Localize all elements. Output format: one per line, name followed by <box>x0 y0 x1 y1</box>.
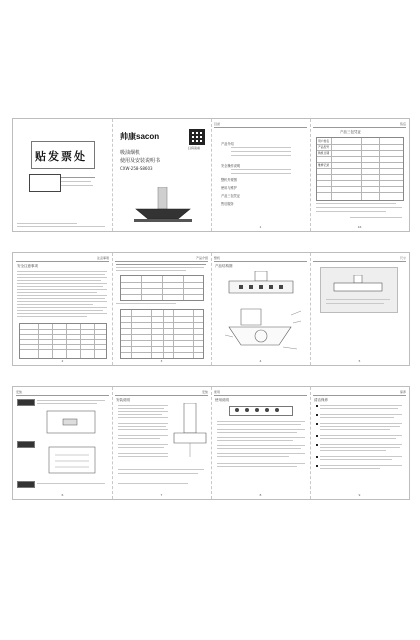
install-steps-page: 安装 6 <box>13 387 112 499</box>
toc-item[interactable]: 安全操作说明 <box>221 164 241 168</box>
power-button-icon <box>235 408 239 412</box>
bullet-icon <box>316 456 318 458</box>
cover-page <box>112 119 211 231</box>
bullet-icon <box>316 414 318 416</box>
bullet-icon <box>316 465 318 467</box>
light-button-icon <box>245 408 249 412</box>
warranty-row-label: 购机日期 <box>318 151 330 155</box>
toc-item[interactable]: 整机外观图 <box>221 178 237 182</box>
parts-table <box>120 309 204 359</box>
low-speed-button-icon <box>255 408 259 412</box>
install-heading: 安装说明 <box>116 398 130 402</box>
qc-stamp <box>29 174 61 192</box>
model-number: CXW-258-S8603 <box>120 166 153 171</box>
mid-speed-button-icon <box>265 408 269 412</box>
bullet-icon <box>316 405 318 407</box>
safety-heading: 安全注意事项 <box>17 264 38 268</box>
qr-caption: 扫码查看 <box>188 146 201 150</box>
brand-logo: 帅康sacon <box>120 132 160 141</box>
qr-code-icon <box>189 129 205 145</box>
manual-title: 使用及安装说明书 <box>120 158 161 164</box>
exploded-view-diagram <box>221 305 305 353</box>
product-title: 吸油烟机 <box>120 150 141 156</box>
safety-page: 注意事项 安全注意事项 2 <box>17 256 109 363</box>
use-heading: 使用说明 <box>215 398 229 402</box>
care-heading: 清洁保养 <box>314 398 328 402</box>
warranty-row-label: 用户姓名 <box>318 139 330 143</box>
warranty-table <box>316 137 404 201</box>
spec-table <box>120 275 204 301</box>
bullet-icon <box>316 423 318 425</box>
toc-item[interactable]: 产品三包凭证 <box>221 194 241 198</box>
usage-page: 使用 使用说明 8 <box>211 387 310 499</box>
step-label <box>17 399 35 406</box>
toc-page: 目录 产品介绍 安全操作说明 整机外观图 使用与维护 产品三包凭证 售后服务 1 <box>211 119 310 231</box>
parts-heading: 产品结构图 <box>215 264 233 268</box>
high-speed-button-icon <box>275 408 279 412</box>
bracket-install-diagram <box>43 409 99 437</box>
warranty-row-label: 维修记录 <box>318 163 330 167</box>
parameters-page: 产品介绍 3 <box>112 253 211 365</box>
invoice-page <box>13 119 112 231</box>
warranty-title: 产品三包凭证 <box>340 130 361 134</box>
dimension-page: 尺寸 5 <box>310 253 409 365</box>
invoice-box-label: 贴发票处 <box>35 150 87 163</box>
installed-hood-diagram <box>332 275 384 295</box>
hood-front-diagram <box>225 271 297 299</box>
bullet-icon <box>316 435 318 437</box>
warranty-row-label: 产品型号 <box>318 145 330 149</box>
hazard-table <box>19 323 107 359</box>
toc-item[interactable]: 使用与维护 <box>221 186 237 190</box>
manual-sheet-cover <box>12 118 410 232</box>
bullet-icon <box>316 444 318 446</box>
warranty-page: 售后 产品三包凭证 用户姓名 产品型号 购机日期 维修记录 16 <box>310 119 409 231</box>
manual-sheet-3 <box>12 386 410 500</box>
care-page: 保养 清洁保养 9 <box>314 390 406 497</box>
range-hood-illustration <box>132 187 194 223</box>
structure-page: 整机 产品结构图 4 <box>211 253 310 365</box>
install-notes-page: 安装 安装说明 7 <box>116 390 208 497</box>
wall-mount-diagram <box>43 445 101 477</box>
toc-item[interactable]: 产品介绍 <box>221 142 234 146</box>
manual-sheet-2 <box>12 252 410 366</box>
chimney-diagram <box>172 403 208 459</box>
toc-item[interactable]: 售后服务 <box>221 202 234 206</box>
